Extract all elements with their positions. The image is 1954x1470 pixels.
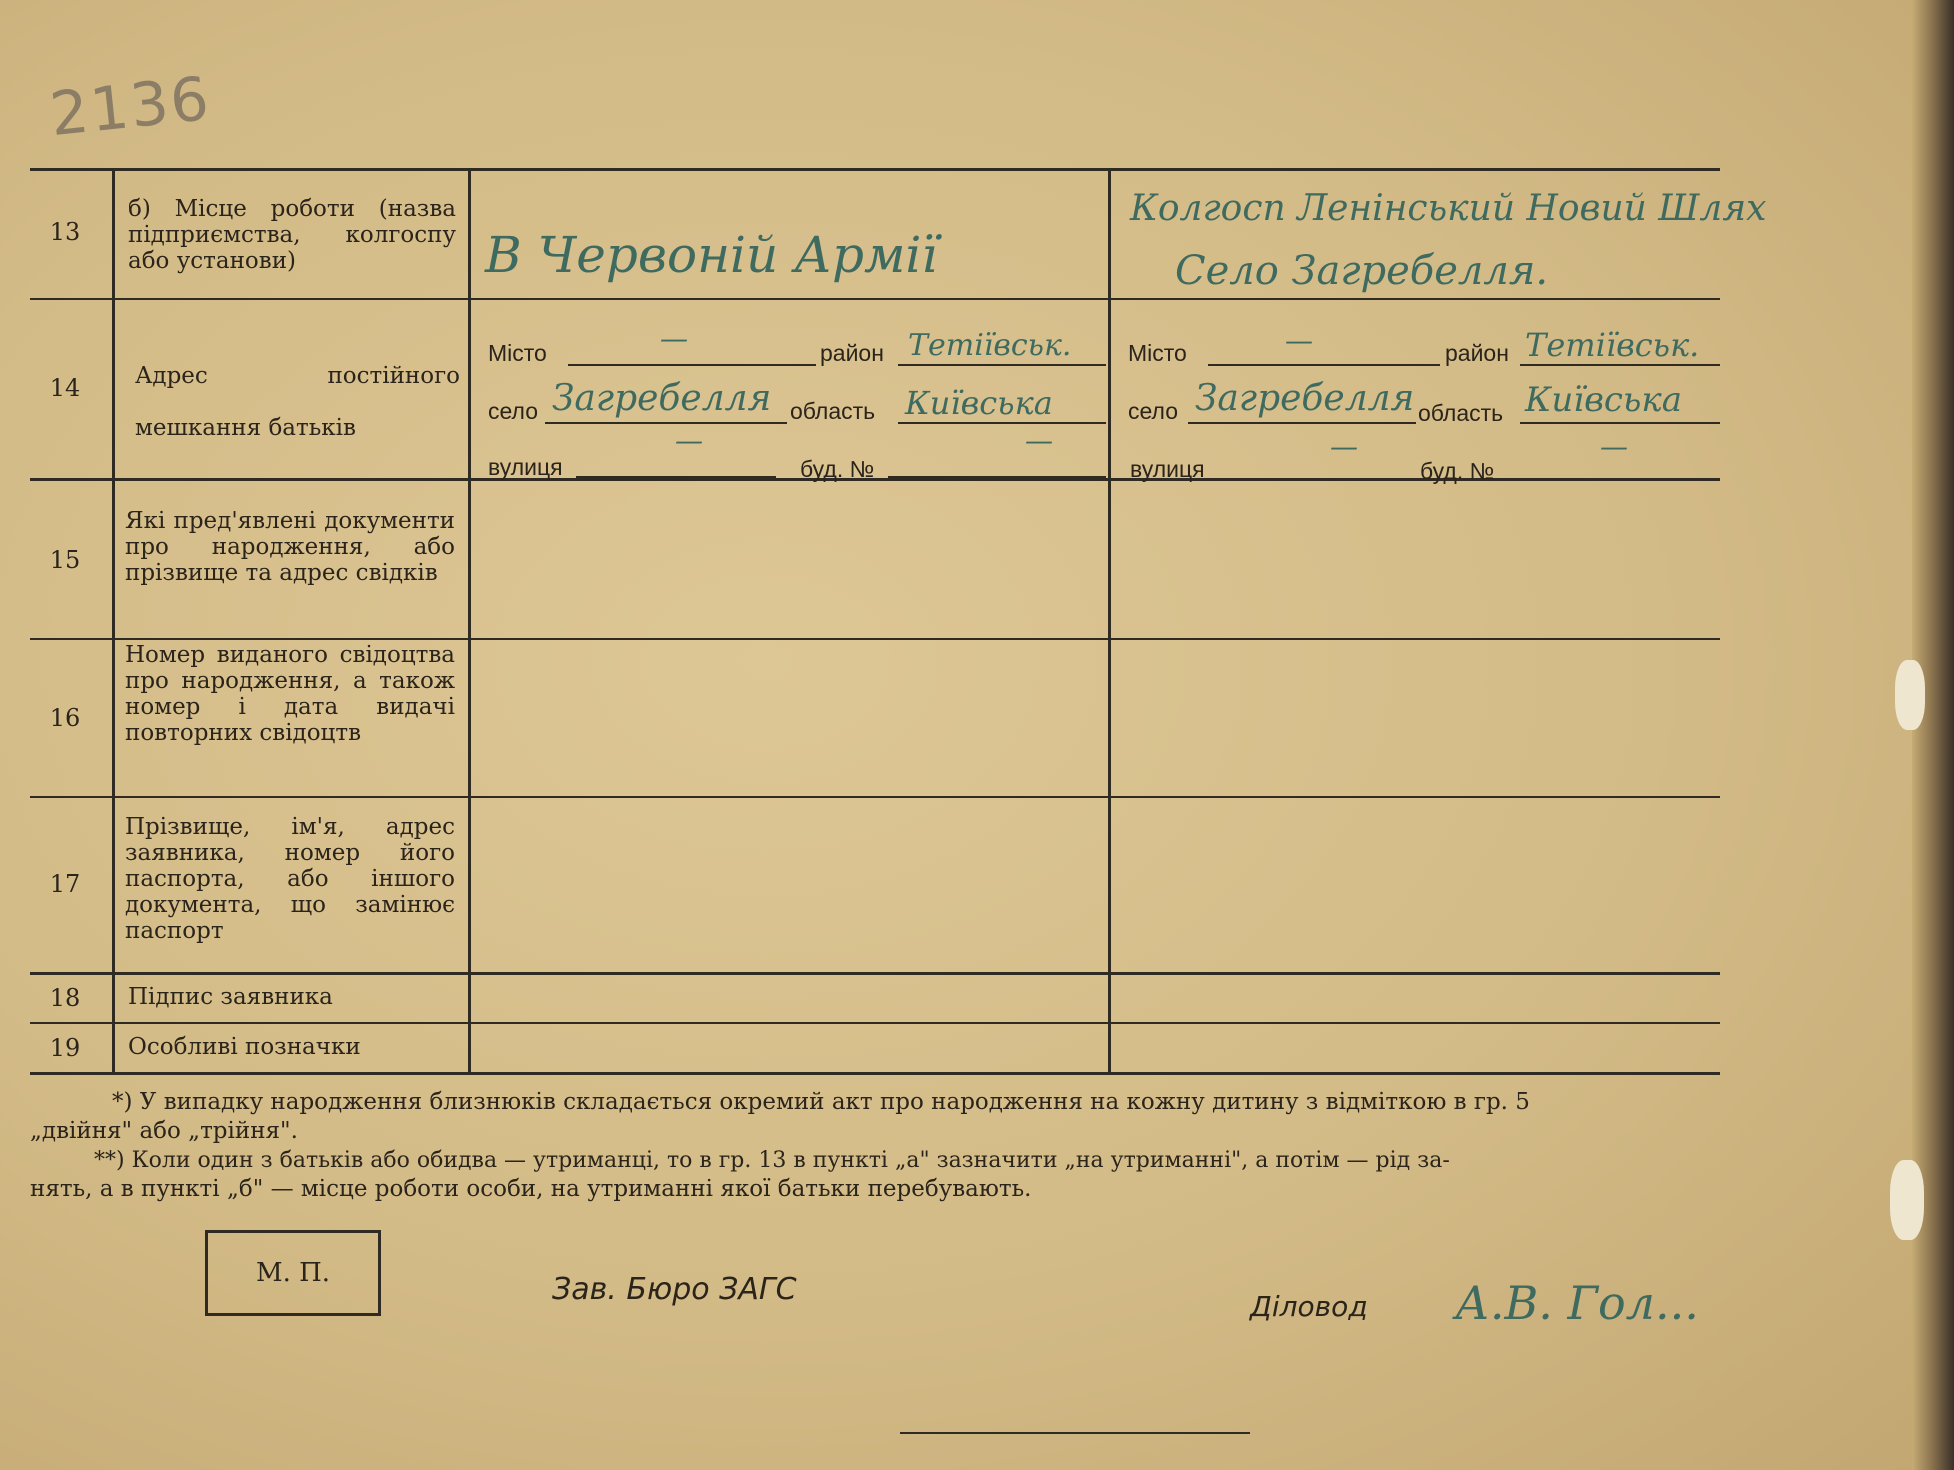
village-value: Загребелля bbox=[552, 378, 772, 419]
footnote-2-cont: нять, а в пункті „б" — місце роботи особи, на утриманні якої батьки перебувають. bbox=[30, 1176, 1032, 1202]
house-value: — bbox=[1025, 424, 1053, 457]
rule-19 bbox=[30, 1072, 1720, 1075]
rule-17 bbox=[30, 972, 1720, 975]
district-label: район bbox=[1445, 340, 1509, 366]
row-number: 14 bbox=[49, 374, 81, 402]
row-number: 15 bbox=[49, 546, 81, 574]
region-line bbox=[898, 422, 1106, 424]
folio-number: 2136 bbox=[46, 63, 214, 151]
village-value: Загребелля bbox=[1195, 378, 1415, 419]
village-label: село bbox=[1128, 398, 1178, 424]
page-edge bbox=[1912, 0, 1954, 1470]
street-value: — bbox=[675, 424, 703, 457]
rule-15 bbox=[30, 638, 1720, 640]
rule-top bbox=[30, 168, 1720, 171]
house-label: буд. № bbox=[1420, 458, 1495, 484]
tear-mark bbox=[1895, 660, 1925, 730]
row-number: 16 bbox=[49, 704, 81, 732]
row-number: 17 bbox=[49, 870, 81, 898]
district-line bbox=[1520, 364, 1720, 366]
village-line bbox=[1188, 422, 1416, 424]
region-label: область bbox=[1418, 400, 1504, 426]
region-label: область bbox=[790, 398, 876, 424]
rule-16 bbox=[30, 796, 1720, 798]
row-number: 19 bbox=[49, 1034, 81, 1062]
rule-13 bbox=[30, 298, 1720, 300]
district-label: район bbox=[820, 340, 884, 366]
street-label: вулиця bbox=[488, 454, 563, 480]
row-label: Особливі позначки bbox=[128, 1034, 361, 1060]
district-value: Тетіївськ. bbox=[1525, 326, 1700, 364]
rule-18 bbox=[30, 1022, 1720, 1024]
footnote-2: **) Коли один з батьків або обидва — утриманці, то в гр. 13 в пункті „а" зазначити „на утриманні", а потім — рід за- bbox=[94, 1148, 1450, 1173]
bottom-rule bbox=[900, 1432, 1250, 1434]
workplace-mother-line1: Колгосп Ленінський Новий Шлях bbox=[1130, 188, 1767, 229]
footnote-1-cont: „двійня" або „трійня". bbox=[30, 1118, 298, 1144]
district-value: Тетіївськ. bbox=[908, 328, 1072, 363]
col-divider-3 bbox=[1108, 168, 1111, 1072]
row-label: Номер виданого свідоцтва про народження, а також номер і дата видачі повторних свідоцтв bbox=[125, 642, 455, 746]
clerk-signature: А.В. Гол... bbox=[1455, 1276, 1699, 1330]
col-divider-2 bbox=[468, 168, 471, 1072]
workplace-father: В Червоній Армії bbox=[485, 226, 938, 284]
workplace-mother-line2: Село Загребелля. bbox=[1175, 248, 1549, 294]
registry-head-label: Зав. Бюро ЗАГС bbox=[552, 1272, 797, 1307]
row-label: Адрес постійного мешкання батьків bbox=[135, 363, 460, 441]
row-number: 13 bbox=[49, 218, 81, 246]
house-line bbox=[1510, 478, 1720, 480]
seal-placeholder: М. П. bbox=[205, 1230, 381, 1316]
region-value: Київська bbox=[1525, 380, 1683, 420]
street-value: — bbox=[1330, 430, 1358, 463]
city-value: — bbox=[660, 322, 688, 355]
house-line bbox=[888, 476, 1106, 478]
city-label: Місто bbox=[1128, 340, 1187, 366]
house-label: буд. № bbox=[800, 456, 875, 482]
row-label: Прізвище, ім'я, адрес заявника, номер його паспорта, або іншого документа, що замінює паспорт bbox=[125, 814, 455, 944]
region-value: Київська bbox=[905, 384, 1053, 422]
clerk-label: Діловод bbox=[1250, 1290, 1368, 1323]
tear-mark bbox=[1890, 1160, 1924, 1240]
row-number: 18 bbox=[49, 984, 81, 1012]
village-line bbox=[545, 422, 787, 424]
district-line bbox=[898, 364, 1106, 366]
row-label: б) Місце роботи (назва підприємства, колгоспу або установи) bbox=[128, 196, 456, 274]
city-line bbox=[568, 364, 816, 366]
col-divider-1 bbox=[112, 168, 115, 1072]
street-label: вулиця bbox=[1130, 456, 1205, 482]
street-line bbox=[576, 476, 776, 478]
city-label: Місто bbox=[488, 340, 547, 366]
footnote-1: *) У випадку народження близнюків складається окремий акт про народження на кожну дитину з відміткою в гр. 5 bbox=[112, 1089, 1530, 1115]
city-value: — bbox=[1285, 324, 1313, 357]
house-value: — bbox=[1600, 430, 1628, 463]
village-label: село bbox=[488, 398, 538, 424]
city-line bbox=[1208, 364, 1440, 366]
street-line bbox=[1228, 478, 1418, 480]
region-line bbox=[1520, 422, 1720, 424]
row-label: Які пред'явлені документи про народження, або прізвище та адрес свідків bbox=[125, 508, 455, 586]
row-label: Підпис заявника bbox=[128, 984, 333, 1010]
